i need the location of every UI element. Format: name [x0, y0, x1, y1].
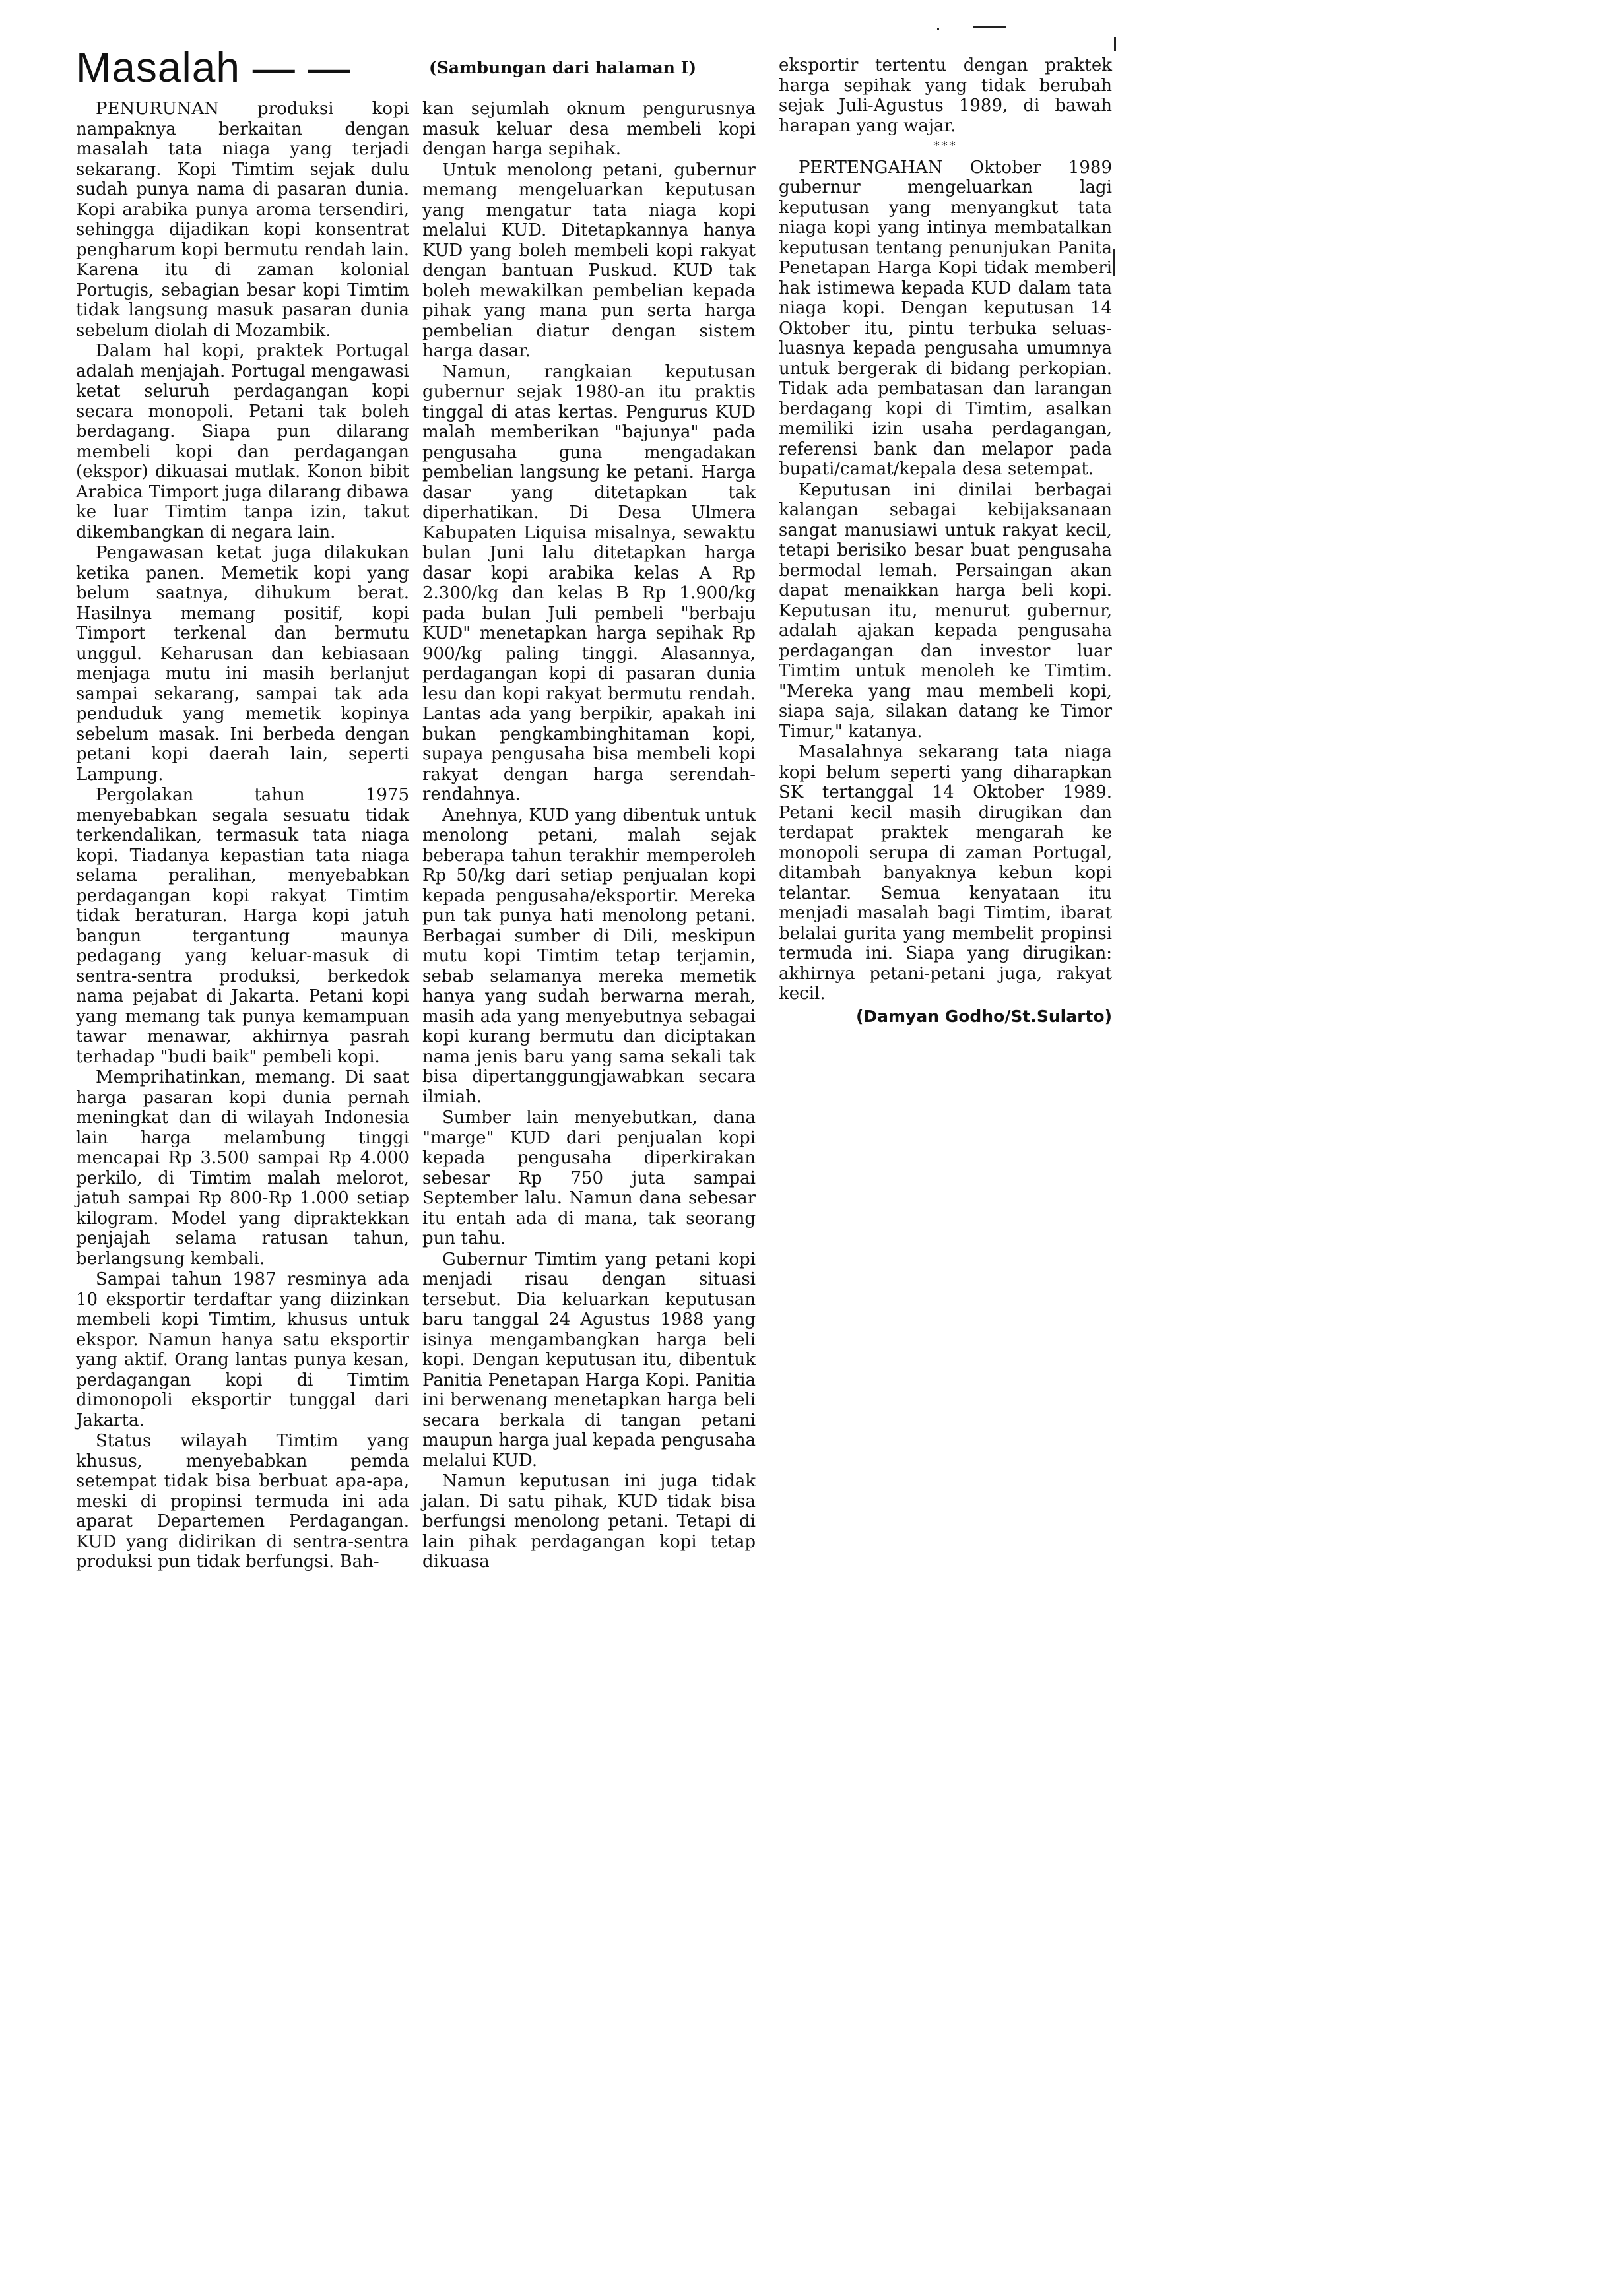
paragraph: PENURUNAN produksi kopi nampaknya berkaitan dengan masalah tata niaga yang terjadi sekarang. Kopi Timtim sejak dulu sudah punya nama di pasaran dunia. Kopi arabika punya aroma tersendiri, sehingga dijadikan kopi konsentrat pengharum kopi bermutu rendah lain. Karena itu di zaman kolonial Portugis, sebagian besar kopi Timtim tidak langsung masuk pasaran dunia sebelum diolah di Mozambik. — [76, 99, 409, 340]
column-3 — [779, 55, 1112, 1027]
paragraph: Untuk menolong petani, gubernur memang mengeluarkan keputusan yang mengatur tata niaga kopi melalui KUD. Ditetapkannya hanya KUD yang boleh membeli kopi rakyat dengan bantuan Puskud. KUD tak boleh mewakilkan pembelian kepada pihak yang mana pun serta harga pembelian diatur dengan sistem harga dasar. — [422, 160, 756, 361]
paragraph: Dalam hal kopi, praktek Portugal adalah menjajah. Portugal mengawasi ketat seluruh perdagangan kopi secara monopoli. Petani tak boleh berdagang. Siapa pun dilarang membeli kopi dan perdagangan (ekspor) dikuasai mutlak. Konon bibit Arabica Timport juga dilarang dibawa ke luar Timtim tanpa izin, takut dikembangkan di negara lain. — [76, 341, 409, 542]
paragraph: Anehnya, KUD yang dibentuk untuk menolong petani, malah sejak beberapa tahun terakhir memperoleh Rp 50/kg dari setiap penjualan kopi kepada pengusaha/eksportir. Mereka pun tak punya hati menolong petani. Berbagai sumber di Dili, meskipun mutu kopi Timtim tetap terjamin, sebab selamanya mereka memetik hanya yang sudah berwarna merah, masih ada yang menyebutnya sebagai kopi kurang bermutu dan diciptakan nama jenis baru yang sama sekali tak bisa dipertanggungjawabkan secara ilmiah. — [422, 805, 756, 1107]
column-1 — [76, 99, 409, 1572]
paragraph: Keputusan ini dinilai berbagai kalangan sebagai kebijaksanaan sangat manusiawi untuk rakyat kecil, tetapi berisiko besar buat pengusaha bermodal lemah. Persaingan akan dapat menaikkan harga beli kopi. Keputusan itu, menurut gubernur, adalah ajakan kepada pengusaha perdagangan dan investor luar Timtim untuk menoleh ke Timtim. "Mereka yang mau membeli kopi, siapa saja, silakan datang ke Timor Timur," katanya. — [779, 480, 1112, 742]
paragraph: Sampai tahun 1987 resminya ada 10 eksportir terdaftar yang diizinkan membeli kopi Timtim, khusus untuk ekspor. Namun hanya satu eksportir yang aktif. Orang lantas punya kesan, perdagangan kopi di Timtim dimonopoli eksportir tunggal dari Jakarta. — [76, 1269, 409, 1430]
scan-artifact-tick — [1114, 37, 1116, 51]
continuation-label: (Sambungan dari halaman I) — [429, 58, 697, 77]
paragraph: Namun keputusan ini juga tidak jalan. Di satu pihak, KUD tidak bisa berfungsi menolong petani. Tetapi di lain pihak perdagangan kopi tetap dikuasa — [422, 1471, 756, 1572]
paragraph: Masalahnya sekarang tata niaga kopi belum seperti yang diharapkan SK tertanggal 14 Oktober 1989. Petani kecil masih dirugikan dan terdapat praktek mengarah ke monopoli serupa di zaman Portugal, ditambah banyaknya kebun kopi telantar. Semua kenyataan itu menjadi masalah bagi Timtim, ibarat belalai gurita yang membelit propinsi termuda ini. Siapa yang dirugikan: akhirnya petani-petani juga, rakyat kecil. — [779, 742, 1112, 1004]
byline: (Damyan Godho/St.Sularto) — [855, 1006, 1112, 1026]
paragraph: Namun, rangkaian keputusan gubernur sejak 1980-an itu praktis tinggal di atas kertas. Pengurus KUD malah memberikan "bajunya" pada pengusaha guna mengadakan pembelian langsung ke petani. Harga dasar yang ditetapkan tak diperhatikan. Di Desa Ulmera Kabupaten Liquisa misalnya, sewaktu bulan Juni lalu ditetapkan harga dasar kopi arabika kelas A Rp 2.300/kg dan kelas B Rp 1.900/kg pada bulan Juli pembeli "berbaju KUD" menetapkan harga sepihak Rp 900/kg paling tinggi. Alasannya, perdagangan kopi di pasaran dunia lesu dan kopi rakyat bermutu rendah. Lantas ada yang berpikir, apakah ini bukan pengkambinghitaman kopi, supaya pengusaha bisa membeli kopi rakyat dengan harga serendah-rendahnya. — [422, 362, 756, 804]
scan-artifact-edge — [1113, 249, 1115, 276]
paragraph: Memprihatinkan, memang. Di saat harga pasaran kopi dunia pernah meningkat dan di wilayah Indonesia lain harga melambung tinggi mencapai Rp 3.500 sampai Rp 4.000 perkilo, di Timtim malah melorot, jatuh sampai Rp 800-Rp 1.000 setiap kilogram. Model yang dipraktekkan penjajah selama ratusan tahun, berlangsung kembali. — [76, 1068, 409, 1269]
column-2 — [422, 99, 756, 1572]
scan-artifact-line — [973, 26, 1006, 28]
paragraph: PERTENGAHAN Oktober 1989 gubernur mengeluarkan lagi keputusan yang menyangkut tata niaga kopi yang intinya membatalkan keputusan tentang penunjukan Panita Penetapan Harga Kopi tidak memberi hak istimewa kepada KUD dalam tata niaga kopi. Dengan keputusan 14 Oktober itu, pintu terbuka seluas-luasnya kepada pengusaha umumnya untuk bergerak di bidang perkopian. Tidak ada pembatasan dan larangan berdagang kopi di Timtim, asalkan memiliki izin usaha perdagangan, referensi bank dan melapor pada bupati/camat/kepala desa setempat. — [779, 157, 1112, 479]
section-separator: *** — [933, 139, 958, 153]
paragraph: Pengawasan ketat juga dilakukan ketika panen. Memetik kopi yang belum saatnya, dihukum berat. Hasilnya memang positif, kopi Timport terkenal dan bermutu unggul. Keharusan dan kebiasaan menjaga mutu ini masih berlanjut sampai sekarang, sampai tak ada penduduk yang memetik kopinya sebelum masak. Ini berbeda dengan petani kopi daerah lain, seperti Lampung. — [76, 543, 409, 784]
paragraph: Pergolakan tahun 1975 menyebabkan segala sesuatu tidak terkendalikan, termasuk tata niaga kopi. Tiadanya kepastian tata niaga selama peralihan, menyebabkan perdagangan kopi rakyat Timtim tidak beraturan. Harga kopi jatuh bangun tergantung maunya pedagang yang keluar-masuk di sentra-sentra produksi, berkedok nama pejabat di Jakarta. Petani kopi yang memang tak punya kemampuan tawar menawar, akhirnya pasrah terhadap "budi baik" pembeli kopi. — [76, 785, 409, 1067]
paragraph: Gubernur Timtim yang petani kopi menjadi risau dengan situasi tersebut. Dia keluarkan keputusan baru tanggal 24 Agustus 1988 yang isinya mengambangkan harga beli kopi. Dengan keputusan itu, dibentuk Panitia Penetapan Harga Kopi. Panitia ini berwenang menetapkan harga beli secara berkala di tangan petani maupun harga jual kepada pengusaha melalui KUD. — [422, 1249, 756, 1471]
headline: Masalah — — — [76, 44, 351, 91]
paragraph: Status wilayah Timtim yang khusus, menyebabkan pemda setempat tidak bisa berbuat apa-apa, meski di propinsi termuda ini ada aparat Departemen Perdagangan. KUD yang didirikan di sentra-sentra produksi pun tidak berfungsi. Bah- — [76, 1431, 409, 1572]
paragraph: kan sejumlah oknum pengurusnya masuk keluar desa membeli kopi dengan harga sepihak. — [422, 99, 756, 159]
paragraph: Sumber lain menyebutkan, dana "marge" KUD dari penjualan kopi kepada pengusaha diperkirakan sebesar Rp 750 juta sampai September lalu. Namun dana sebesar itu entah ada di mana, tak seorang pun tahu. — [422, 1108, 756, 1248]
scan-artifact-dot — [937, 28, 939, 30]
paragraph: eksportir tertentu dengan praktek harga sepihak yang tidak berubah sejak Juli-Agustus 1989, di bawah harapan yang wajar. — [779, 55, 1112, 136]
